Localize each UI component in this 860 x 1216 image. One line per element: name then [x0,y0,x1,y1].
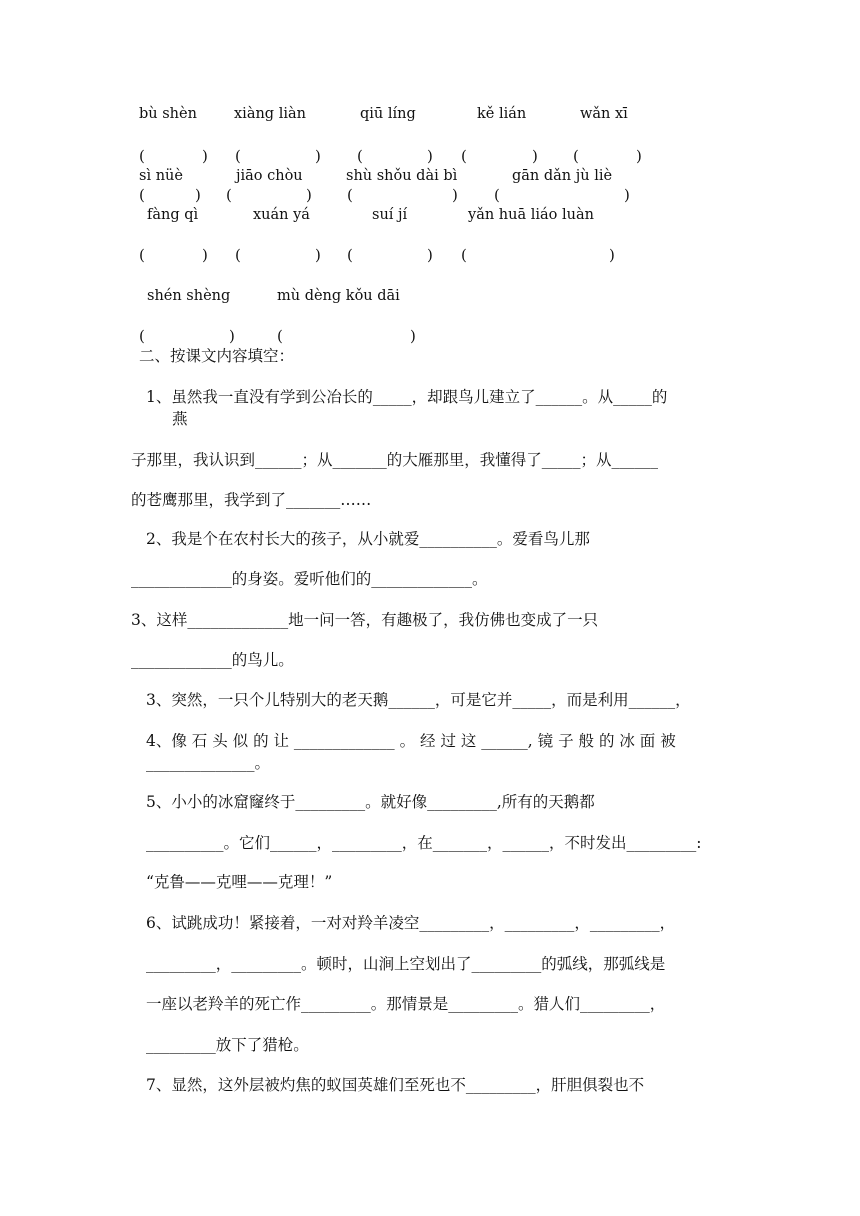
text-line: 2、我是个在农村长大的孩子，从小就爱__________。爱看鸟儿那 [146,530,590,548]
text-line: 5、小小的冰窟窿终于_________。就好像_________,所有的天鹅都 [146,793,595,811]
answer-blank-close: ) [452,186,458,204]
text-line: 6、试跳成功！紧接着，一对对羚羊凌空_________，_________，_________， [146,914,676,932]
answer-blank-open: ( [235,246,241,264]
answer-blank-open: ( [139,186,145,204]
pinyin-word: xiàng liàn [234,106,306,122]
text-line: 3、这样_____________地一问一答，有趣极了，我仿佛也变成了一只 [131,611,599,629]
answer-blank-open: ( [139,246,145,264]
text-line: 一座以老羚羊的死亡作_________。那情景是_________。猎人们_________， [146,995,666,1013]
answer-blank-close: ) [427,246,433,264]
pinyin-word: bù shèn [139,106,197,122]
answer-blank-close: ) [636,147,642,165]
answer-blank-open: ( [494,186,500,204]
pinyin-word: gān dǎn jù liè [512,168,613,184]
answer-blank-open: ( [139,147,145,165]
answer-blank-open: ( [573,147,579,165]
answer-blank-open: ( [347,246,353,264]
text-line: 子那里，我认识到______；从_______的大雁那里，我懂得了_____；从______ [131,451,659,469]
answer-blank-open: ( [226,186,232,204]
text-line: 4、像 石 头 似 的 让 _____________ 。 经 过 这 ______, 镜 子 般 的 冰 面 被 [146,732,676,750]
answer-blank-close: ) [315,246,321,264]
pinyin-word: qiū líng [360,106,416,122]
answer-blank-open: ( [277,327,283,345]
pinyin-word: suí jí [372,207,408,223]
text-line: “克鲁——克哩——克理！” [146,873,333,891]
text-line: 1、虽然我一直没有学到公冶长的_____，却跟鸟儿建立了______。从_____的 [146,388,668,406]
answer-blank-close: ) [202,246,208,264]
answer-blank-open: ( [347,186,353,204]
pinyin-word: yǎn huā liáo luàn [468,207,594,223]
answer-blank-close: ) [624,186,630,204]
text-line: 的苍鹰那里，我学到了_______…… [131,491,372,509]
pinyin-word: xuán yá [253,207,310,223]
pinyin-word: kě lián [477,106,527,122]
pinyin-word: jiāo chòu [236,168,303,184]
answer-blank-open: ( [357,147,363,165]
answer-blank-close: ) [410,327,416,345]
text-line: _________放下了猎枪。 [146,1036,309,1054]
text-line: 燕 [172,410,188,428]
text-line: _________，_________。顿时，山涧上空划出了_________的弧线，那弧线是 [146,955,666,973]
pinyin-word: mù dèng kǒu dāi [277,288,400,304]
answer-blank-open: ( [461,147,467,165]
text-line: _____________的鸟儿。 [131,651,294,669]
answer-blank-close: ) [195,186,201,204]
answer-blank-close: ) [427,147,433,165]
pinyin-word: shén shèng [147,288,231,304]
pinyin-word: shù shǒu dài bì [346,168,458,184]
answer-blank-close: ) [315,147,321,165]
pinyin-word: sì nüè [139,168,183,184]
answer-blank-close: ) [306,186,312,204]
text-line: 3、突然，一只个儿特别大的老天鹅______，可是它并_____，而是利用______， [146,691,691,709]
answer-blank-close: ) [229,327,235,345]
answer-blank-open: ( [235,147,241,165]
text-line: 7、显然，这外层被灼焦的蚁国英雄们至死也不_________，肝胆俱裂也不 [146,1076,645,1094]
text-line: ______________。 [146,754,271,772]
answer-blank-close: ) [202,147,208,165]
answer-blank-open: ( [461,246,467,264]
answer-blank-close: ) [609,246,615,264]
answer-blank-close: ) [532,147,538,165]
pinyin-word: fàng qì [147,207,199,223]
answer-blank-open: ( [139,327,145,345]
text-line: __________。它们______，_________，在_______，______，不时发出_________: [146,834,702,852]
text-line: _____________的身姿。爱听他们的_____________。 [131,570,488,588]
pinyin-word: wǎn xī [580,106,628,122]
section-heading: 二、按课文内容填空： [139,347,295,365]
